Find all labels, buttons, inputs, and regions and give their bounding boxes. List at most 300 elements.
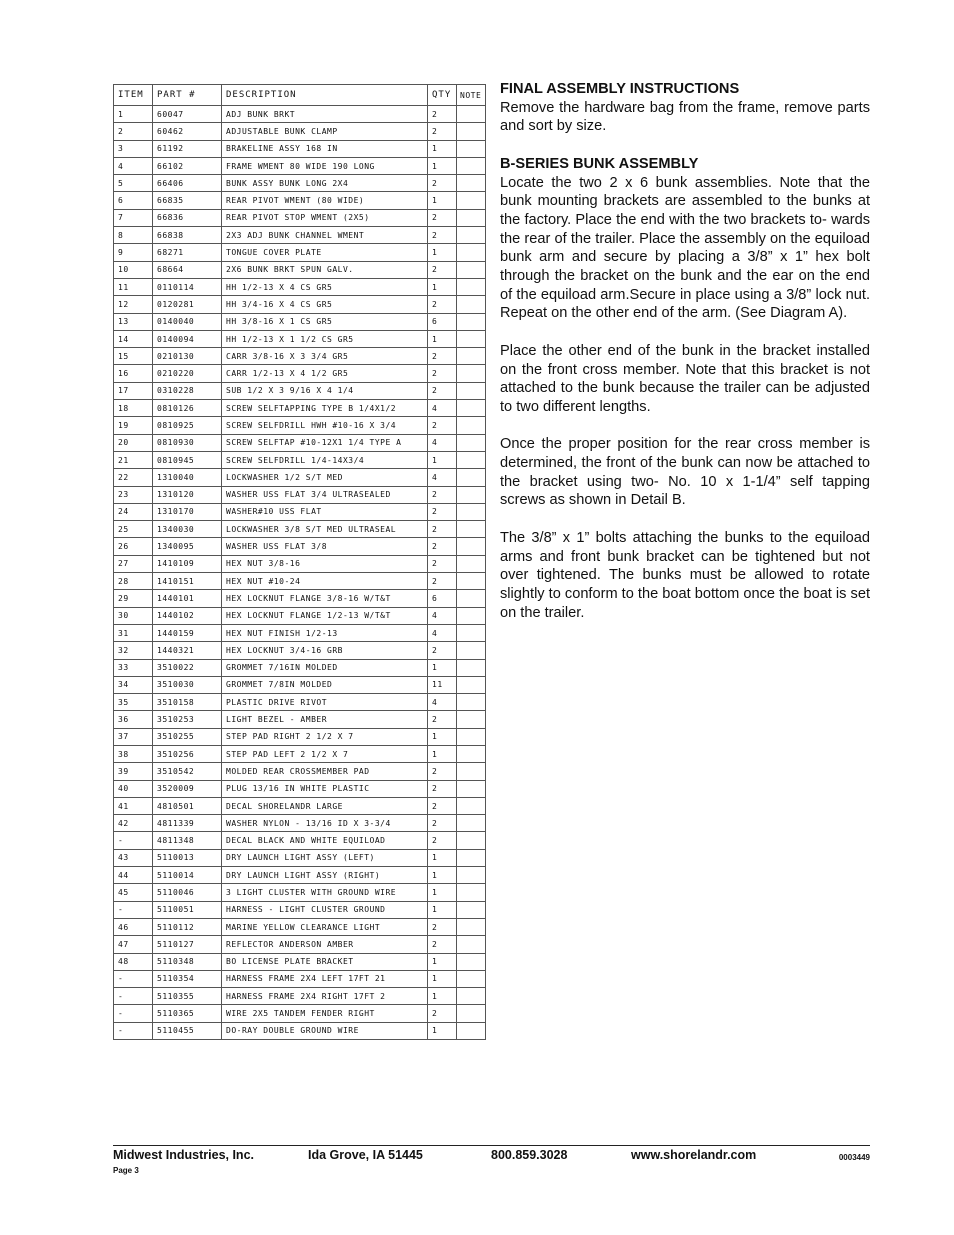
cell-part-number: 3510256 xyxy=(153,745,222,762)
cell-part-number: 3510542 xyxy=(153,763,222,780)
cell-note xyxy=(457,278,486,295)
cell-qty: 4 xyxy=(428,469,457,486)
cell-description: GROMMET 7/16IN MOLDED xyxy=(222,659,428,676)
cell-part-number: 0310228 xyxy=(153,382,222,399)
cell-qty: 1 xyxy=(428,659,457,676)
table-row xyxy=(114,278,486,295)
cell-part-number: 5110112 xyxy=(153,918,222,935)
cell-qty: 2 xyxy=(428,106,457,123)
table-row xyxy=(114,970,486,987)
cell-description: WASHER#10 USS FLAT xyxy=(222,503,428,520)
cell-description: DECAL SHORELANDR LARGE xyxy=(222,797,428,814)
table-row xyxy=(114,538,486,555)
cell-description: TONGUE COVER PLATE xyxy=(222,244,428,261)
cell-part-number: 66406 xyxy=(153,175,222,192)
cell-description: WASHER USS FLAT 3/8 xyxy=(222,538,428,555)
table-row xyxy=(114,1005,486,1022)
cell-description: ADJUSTABLE BUNK CLAMP xyxy=(222,123,428,140)
table-row xyxy=(114,676,486,693)
parts-list-table xyxy=(113,84,486,1040)
table-row xyxy=(114,918,486,935)
cell-qty: 2 xyxy=(428,573,457,590)
cell-note xyxy=(457,555,486,572)
cell-item: 40 xyxy=(114,780,153,797)
cell-description: HEX LOCKNUT 3/4-16 GRB xyxy=(222,642,428,659)
cell-note xyxy=(457,451,486,468)
cell-note xyxy=(457,797,486,814)
cell-qty: 11 xyxy=(428,676,457,693)
cell-item: 29 xyxy=(114,590,153,607)
cell-qty: 1 xyxy=(428,745,457,762)
cell-part-number: 1410109 xyxy=(153,555,222,572)
cell-item: 28 xyxy=(114,573,153,590)
cell-part-number: 3510158 xyxy=(153,694,222,711)
cell-note xyxy=(457,867,486,884)
cell-description: SCREW SELFDRILL HWH #10-16 X 3/4 xyxy=(222,417,428,434)
cell-description: HARNESS FRAME 2X4 LEFT 17FT 21 xyxy=(222,970,428,987)
cell-qty: 1 xyxy=(428,728,457,745)
cell-item: 30 xyxy=(114,607,153,624)
cell-description: STEP PAD RIGHT 2 1/2 X 7 xyxy=(222,728,428,745)
cell-item: 25 xyxy=(114,521,153,538)
table-row xyxy=(114,780,486,797)
cell-part-number: 0110114 xyxy=(153,278,222,295)
table-row xyxy=(114,711,486,728)
table-row xyxy=(114,953,486,970)
cell-description: SCREW SELFTAP #10-12X1 1/4 TYPE A xyxy=(222,434,428,451)
cell-qty: 2 xyxy=(428,486,457,503)
cell-item: 4 xyxy=(114,157,153,174)
cell-qty: 2 xyxy=(428,555,457,572)
cell-part-number: 3520009 xyxy=(153,780,222,797)
cell-part-number: 5110365 xyxy=(153,1005,222,1022)
cell-part-number: 1440101 xyxy=(153,590,222,607)
cell-item: 46 xyxy=(114,918,153,935)
cell-part-number: 5110014 xyxy=(153,867,222,884)
cell-note xyxy=(457,123,486,140)
cell-note xyxy=(457,1022,486,1039)
footer-divider xyxy=(113,1145,870,1146)
cell-description: SCREW SELFTAPPING TYPE B 1/4X1/2 xyxy=(222,400,428,417)
cell-part-number: 68271 xyxy=(153,244,222,261)
table-row xyxy=(114,192,486,209)
cell-item: - xyxy=(114,988,153,1005)
cell-description: STEP PAD LEFT 2 1/2 X 7 xyxy=(222,745,428,762)
cell-qty: 1 xyxy=(428,849,457,866)
cell-qty: 1 xyxy=(428,867,457,884)
cell-part-number: 3510022 xyxy=(153,659,222,676)
cell-note xyxy=(457,728,486,745)
table-row xyxy=(114,867,486,884)
cell-qty: 2 xyxy=(428,711,457,728)
cell-note xyxy=(457,417,486,434)
cell-part-number: 0810945 xyxy=(153,451,222,468)
cell-qty: 1 xyxy=(428,140,457,157)
cell-part-number: 5110051 xyxy=(153,901,222,918)
table-row xyxy=(114,901,486,918)
table-row xyxy=(114,988,486,1005)
cell-description: WASHER USS FLAT 3/4 ULTRASEALED xyxy=(222,486,428,503)
cell-part-number: 5110046 xyxy=(153,884,222,901)
cell-part-number: 0810126 xyxy=(153,400,222,417)
cell-item: 45 xyxy=(114,884,153,901)
table-row xyxy=(114,348,486,365)
table-row xyxy=(114,330,486,347)
cell-note xyxy=(457,469,486,486)
table-row xyxy=(114,227,486,244)
cell-qty: 6 xyxy=(428,313,457,330)
cell-item: 26 xyxy=(114,538,153,555)
bunk-assembly-paragraph-2: Place the other end of the bunk in the bracket installed on the front cross member. Note that this bracket is not attached to the bunk because the trailer can be adjusted to two different lengths. xyxy=(500,342,870,415)
cell-description: HH 3/8-16 X 1 CS GR5 xyxy=(222,313,428,330)
cell-note xyxy=(457,936,486,953)
cell-note xyxy=(457,694,486,711)
cell-qty: 1 xyxy=(428,192,457,209)
cell-part-number: 60462 xyxy=(153,123,222,140)
cell-description: HARNESS FRAME 2X4 RIGHT 17FT 2 xyxy=(222,988,428,1005)
cell-part-number: 1310120 xyxy=(153,486,222,503)
table-row xyxy=(114,745,486,762)
bunk-assembly-paragraph-3: Once the proper position for the rear cross member is determined, the front of the bunk can now be attached to the bracket using two- No. 10 x 1-1/4” self tapping screws as shown in Detail B. xyxy=(500,436,870,509)
cell-note xyxy=(457,175,486,192)
cell-item: 27 xyxy=(114,555,153,572)
cell-note xyxy=(457,192,486,209)
cell-description: REFLECTOR ANDERSON AMBER xyxy=(222,936,428,953)
cell-description: 2X6 BUNK BRKT SPUN GALV. xyxy=(222,261,428,278)
cell-qty: 2 xyxy=(428,227,457,244)
cell-qty: 2 xyxy=(428,123,457,140)
cell-qty: 4 xyxy=(428,434,457,451)
cell-part-number: 4811339 xyxy=(153,815,222,832)
table-row xyxy=(114,1022,486,1039)
cell-qty: 1 xyxy=(428,244,457,261)
cell-part-number: 68664 xyxy=(153,261,222,278)
cell-description: PLUG 13/16 IN WHITE PLASTIC xyxy=(222,780,428,797)
table-row xyxy=(114,123,486,140)
cell-note xyxy=(457,227,486,244)
cell-description: FRAME WMENT 80 WIDE 190 LONG xyxy=(222,157,428,174)
cell-item: 11 xyxy=(114,278,153,295)
cell-description: WIRE 2X5 TANDEM FENDER RIGHT xyxy=(222,1005,428,1022)
cell-description: LOCKWASHER 3/8 S/T MED ULTRASEAL xyxy=(222,521,428,538)
cell-qty: 2 xyxy=(428,382,457,399)
table-row xyxy=(114,434,486,451)
cell-note xyxy=(457,642,486,659)
cell-note xyxy=(457,313,486,330)
table-row xyxy=(114,642,486,659)
cell-qty: 2 xyxy=(428,417,457,434)
cell-description: REAR PIVOT STOP WMENT (2X5) xyxy=(222,209,428,226)
table-row xyxy=(114,815,486,832)
table-header-row xyxy=(114,85,486,106)
table-row xyxy=(114,157,486,174)
cell-qty: 1 xyxy=(428,970,457,987)
cell-part-number: 5110455 xyxy=(153,1022,222,1039)
cell-item: 8 xyxy=(114,227,153,244)
cell-note xyxy=(457,901,486,918)
cell-qty: 2 xyxy=(428,780,457,797)
table-row xyxy=(114,175,486,192)
instructions-column xyxy=(500,80,870,622)
cell-description: HH 1/2-13 X 1 1/2 CS GR5 xyxy=(222,330,428,347)
table-row xyxy=(114,797,486,814)
cell-item: 20 xyxy=(114,434,153,451)
cell-note xyxy=(457,745,486,762)
cell-item: 15 xyxy=(114,348,153,365)
cell-qty: 1 xyxy=(428,953,457,970)
bunk-assembly-paragraph-1: Locate the two 2 x 6 bunk assemblies. Note that the bunk mounting brackets are assembled to the bunks at the factory. Place the end with the two brackets to- wards the rear of the trailer. Place the assembly on the equiload bunk arm and secure by placing a 3/8” x 1” hex bolt through the bracket on the bunk and the ear on the end of the equiload arm.Secure in place using a 3/8” lock nut. Repeat on the other end of the arm. (See Diagram A). xyxy=(500,174,870,322)
cell-item: 1 xyxy=(114,106,153,123)
cell-item: 47 xyxy=(114,936,153,953)
final-assembly-heading: FINAL ASSEMBLY INSTRUCTIONS xyxy=(500,81,740,97)
table-row xyxy=(114,659,486,676)
table-row xyxy=(114,555,486,572)
cell-qty: 2 xyxy=(428,296,457,313)
header-description: DESCRIPTION xyxy=(222,85,428,106)
cell-description: DECAL BLACK AND WHITE EQUILOAD xyxy=(222,832,428,849)
cell-item: 48 xyxy=(114,953,153,970)
cell-description: BO LICENSE PLATE BRACKET xyxy=(222,953,428,970)
cell-note xyxy=(457,106,486,123)
cell-note xyxy=(457,763,486,780)
table-row xyxy=(114,209,486,226)
cell-item: 37 xyxy=(114,728,153,745)
cell-description: BUNK ASSY BUNK LONG 2X4 xyxy=(222,175,428,192)
cell-item: - xyxy=(114,901,153,918)
cell-qty: 1 xyxy=(428,1022,457,1039)
cell-note xyxy=(457,590,486,607)
cell-part-number: 4810501 xyxy=(153,797,222,814)
cell-qty: 1 xyxy=(428,451,457,468)
cell-item: - xyxy=(114,832,153,849)
cell-item: 2 xyxy=(114,123,153,140)
cell-description: HH 1/2-13 X 4 CS GR5 xyxy=(222,278,428,295)
cell-note xyxy=(457,832,486,849)
cell-qty: 2 xyxy=(428,918,457,935)
footer-website: www.shorelandr.com xyxy=(631,1148,757,1162)
cell-description: CARR 1/2-13 X 4 1/2 GR5 xyxy=(222,365,428,382)
cell-part-number: 5110354 xyxy=(153,970,222,987)
cell-qty: 2 xyxy=(428,538,457,555)
cell-note xyxy=(457,365,486,382)
footer-doc-number: 0003449 xyxy=(838,1153,870,1162)
parts-table-body xyxy=(114,106,486,1040)
cell-note xyxy=(457,780,486,797)
cell-qty: 4 xyxy=(428,607,457,624)
cell-part-number: 1340030 xyxy=(153,521,222,538)
cell-note xyxy=(457,261,486,278)
cell-part-number: 3510255 xyxy=(153,728,222,745)
table-row xyxy=(114,590,486,607)
cell-item: 9 xyxy=(114,244,153,261)
cell-qty: 2 xyxy=(428,521,457,538)
cell-item: 35 xyxy=(114,694,153,711)
cell-item: 34 xyxy=(114,676,153,693)
cell-qty: 2 xyxy=(428,815,457,832)
cell-item: 44 xyxy=(114,867,153,884)
table-row xyxy=(114,486,486,503)
table-row xyxy=(114,936,486,953)
cell-description: LOCKWASHER 1/2 S/T MED xyxy=(222,469,428,486)
cell-part-number: 66836 xyxy=(153,209,222,226)
cell-item: 41 xyxy=(114,797,153,814)
cell-item: 10 xyxy=(114,261,153,278)
cell-part-number: 1440102 xyxy=(153,607,222,624)
cell-note xyxy=(457,573,486,590)
cell-description: HEX NUT 3/8-16 xyxy=(222,555,428,572)
cell-note xyxy=(457,521,486,538)
cell-note xyxy=(457,400,486,417)
cell-note xyxy=(457,538,486,555)
cell-note xyxy=(457,849,486,866)
cell-item: 31 xyxy=(114,624,153,641)
cell-item: 32 xyxy=(114,642,153,659)
table-row xyxy=(114,521,486,538)
table-row xyxy=(114,849,486,866)
cell-item: 43 xyxy=(114,849,153,866)
cell-item: 21 xyxy=(114,451,153,468)
cell-item: 22 xyxy=(114,469,153,486)
cell-qty: 4 xyxy=(428,624,457,641)
cell-description: SCREW SELFDRILL 1/4-14X3/4 xyxy=(222,451,428,468)
cell-qty: 1 xyxy=(428,901,457,918)
cell-qty: 2 xyxy=(428,261,457,278)
table-row xyxy=(114,884,486,901)
cell-qty: 2 xyxy=(428,797,457,814)
table-row xyxy=(114,244,486,261)
bunk-assembly-heading: B-SERIES BUNK ASSEMBLY xyxy=(500,155,699,172)
table-row xyxy=(114,261,486,278)
cell-qty: 2 xyxy=(428,503,457,520)
cell-note xyxy=(457,330,486,347)
bunk-assembly-paragraph-4: The 3/8” x 1” bolts attaching the bunks to the equiload arms and front bunk bracket can be tightened but not over tightened. The bunks must be allowed to rotate slightly to conform to the boat bottom once the boat is set on the trailer. xyxy=(500,529,870,621)
cell-part-number: 5110355 xyxy=(153,988,222,1005)
cell-part-number: 0140094 xyxy=(153,330,222,347)
cell-item: 36 xyxy=(114,711,153,728)
table-row xyxy=(114,763,486,780)
table-row xyxy=(114,728,486,745)
cell-note xyxy=(457,1005,486,1022)
cell-note xyxy=(457,244,486,261)
table-row xyxy=(114,106,486,123)
cell-note xyxy=(457,884,486,901)
cell-item: 5 xyxy=(114,175,153,192)
cell-note xyxy=(457,607,486,624)
cell-part-number: 1410151 xyxy=(153,573,222,590)
cell-qty: 2 xyxy=(428,763,457,780)
cell-part-number: 0810930 xyxy=(153,434,222,451)
cell-part-number: 0140040 xyxy=(153,313,222,330)
cell-item: - xyxy=(114,1022,153,1039)
cell-description: SUB 1/2 X 3 9/16 X 4 1/4 xyxy=(222,382,428,399)
cell-qty: 2 xyxy=(428,1005,457,1022)
cell-part-number: 5110127 xyxy=(153,936,222,953)
footer-city: Ida Grove, IA 51445 xyxy=(308,1148,423,1162)
cell-item: 39 xyxy=(114,763,153,780)
cell-part-number: 60047 xyxy=(153,106,222,123)
cell-qty: 2 xyxy=(428,175,457,192)
cell-part-number: 0810925 xyxy=(153,417,222,434)
final-assembly-text: Remove the hardware bag from the frame, remove parts and sort by size. xyxy=(500,99,870,135)
cell-note xyxy=(457,486,486,503)
cell-description: PLASTIC DRIVE RIVOT xyxy=(222,694,428,711)
cell-qty: 2 xyxy=(428,348,457,365)
table-row xyxy=(114,140,486,157)
cell-part-number: 66835 xyxy=(153,192,222,209)
cell-description: HEX LOCKNUT FLANGE 1/2-13 W/T&T xyxy=(222,607,428,624)
cell-description: ADJ BUNK BRKT xyxy=(222,106,428,123)
cell-part-number: 5110348 xyxy=(153,953,222,970)
footer-phone: 800.859.3028 xyxy=(491,1148,568,1162)
cell-note xyxy=(457,157,486,174)
table-row xyxy=(114,469,486,486)
cell-item: 3 xyxy=(114,140,153,157)
table-row xyxy=(114,607,486,624)
cell-item: 38 xyxy=(114,745,153,762)
cell-item: 18 xyxy=(114,400,153,417)
cell-note xyxy=(457,209,486,226)
cell-qty: 6 xyxy=(428,590,457,607)
cell-part-number: 1340095 xyxy=(153,538,222,555)
cell-note xyxy=(457,296,486,313)
cell-part-number: 3510030 xyxy=(153,676,222,693)
cell-note xyxy=(457,434,486,451)
header-qty: QTY xyxy=(428,85,457,106)
cell-part-number: 1440321 xyxy=(153,642,222,659)
cell-note xyxy=(457,918,486,935)
cell-part-number: 0210220 xyxy=(153,365,222,382)
cell-item: 33 xyxy=(114,659,153,676)
table-row xyxy=(114,832,486,849)
cell-item: 6 xyxy=(114,192,153,209)
cell-description: MOLDED REAR CROSSMEMBER PAD xyxy=(222,763,428,780)
table-row xyxy=(114,313,486,330)
cell-description: 2X3 ADJ BUNK CHANNEL WMENT xyxy=(222,227,428,244)
table-row xyxy=(114,503,486,520)
cell-item: 23 xyxy=(114,486,153,503)
cell-note xyxy=(457,988,486,1005)
cell-part-number: 66838 xyxy=(153,227,222,244)
table-row xyxy=(114,694,486,711)
cell-item: 24 xyxy=(114,503,153,520)
cell-description: DO-RAY DOUBLE GROUND WIRE xyxy=(222,1022,428,1039)
cell-item: - xyxy=(114,1005,153,1022)
cell-item: - xyxy=(114,970,153,987)
table-row xyxy=(114,573,486,590)
cell-item: 42 xyxy=(114,815,153,832)
cell-description: GROMMET 7/8IN MOLDED xyxy=(222,676,428,693)
table-row xyxy=(114,365,486,382)
cell-part-number: 0120281 xyxy=(153,296,222,313)
cell-note xyxy=(457,624,486,641)
cell-part-number: 4811348 xyxy=(153,832,222,849)
table-row xyxy=(114,451,486,468)
cell-note xyxy=(457,815,486,832)
cell-note xyxy=(457,676,486,693)
footer-company: Midwest Industries, Inc. xyxy=(113,1148,254,1162)
cell-description: 3 LIGHT CLUSTER WITH GROUND WIRE xyxy=(222,884,428,901)
cell-part-number: 1310040 xyxy=(153,469,222,486)
cell-item: 14 xyxy=(114,330,153,347)
cell-description: HH 3/4-16 X 4 CS GR5 xyxy=(222,296,428,313)
cell-description: HEX LOCKNUT FLANGE 3/8-16 W/T&T xyxy=(222,590,428,607)
cell-note xyxy=(457,711,486,728)
table-row xyxy=(114,417,486,434)
header-item: ITEM xyxy=(114,85,153,106)
cell-description: CARR 3/8-16 X 3 3/4 GR5 xyxy=(222,348,428,365)
cell-note xyxy=(457,140,486,157)
cell-description: BRAKELINE ASSY 168 IN xyxy=(222,140,428,157)
